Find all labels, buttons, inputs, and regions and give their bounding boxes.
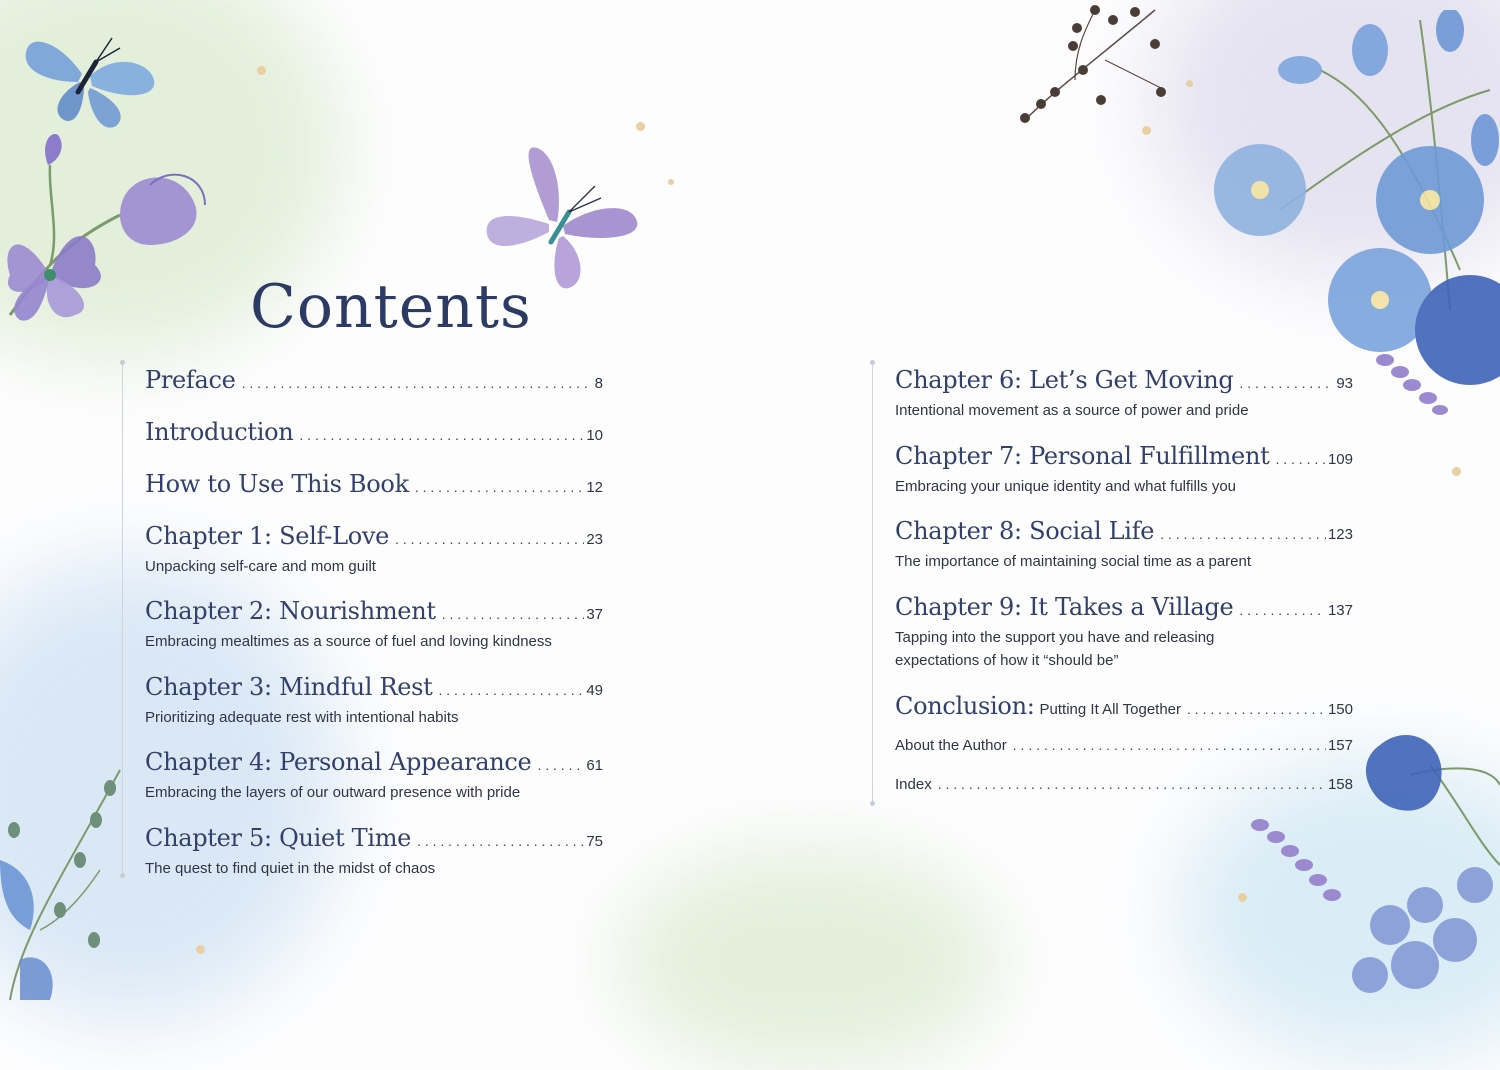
column-divider [122,362,123,876]
dot-leader [395,531,584,547]
butterfly-icon [20,22,160,132]
toc-page-number: 137 [1327,602,1353,619]
gold-dot [257,66,266,75]
gold-dot [636,122,645,131]
berry-branch-icon [0,760,140,1000]
dot-leader [1239,375,1334,391]
toc-entry-index[interactable] [895,776,1353,793]
toc-entry-title: How to Use This Book [145,470,409,498]
gold-dot [196,945,205,954]
berry-branch-icon [1015,0,1185,130]
dot-leader [442,606,585,622]
toc-entry-chapter-5[interactable] [145,824,603,880]
flower-icon [0,125,215,325]
page-title: Contents [250,272,532,342]
flower-icon [1240,725,1500,1000]
toc-entry-title: Introduction [145,418,294,446]
toc-page-number: 61 [586,757,603,774]
toc-entry-about-author[interactable] [895,737,1353,754]
toc-entry-title: Chapter 3: Mindful Rest [145,673,433,701]
dot-leader [1160,526,1326,542]
toc-page-number: 10 [586,427,603,444]
toc-entry-chapter-8[interactable] [895,517,1353,573]
toc-page-number: 12 [586,479,603,496]
watercolor-wash-green-bottom [620,850,1000,1070]
toc-entry-title: Chapter 7: Personal Fulfillment [895,442,1270,470]
toc-entry-chapter-4[interactable] [145,748,603,804]
toc-entry-chapter-6[interactable] [895,366,1353,422]
toc-entry-title: Chapter 6: Let’s Get Moving [895,366,1234,394]
dot-leader [415,479,584,495]
toc-entry-subtitle: Embracing mealtimes as a source of fuel and loving kindness [145,633,552,650]
toc-entry-title: Conclusion: [895,692,1035,720]
toc-page-number: 93 [1336,375,1353,392]
dot-leader [537,757,584,773]
flower-icon [1200,10,1500,510]
dot-leader [438,682,584,698]
toc-page-number: 75 [586,833,603,850]
toc-entry-chapter-2[interactable] [145,597,603,653]
toc-entry-title: Chapter 2: Nourishment [145,597,436,625]
toc-entry-title: Chapter 9: It Takes a Village [895,593,1234,621]
toc-entry-subtitle: The quest to find quiet in the midst of chaos [145,860,436,877]
toc-entry-chapter-9[interactable] [895,593,1353,672]
toc-entry-conclusion[interactable] [895,692,1353,720]
toc-page-number: 150 [1327,701,1353,718]
dot-leader [1013,737,1326,753]
toc-entry-title: Chapter 5: Quiet Time [145,824,412,852]
toc-page-number: 37 [586,606,603,623]
toc-entry-subtitle: The importance of maintaining social time as a parent [895,553,1252,570]
toc-entry-title: Preface [145,366,236,394]
toc-entry-subtitle: Embracing the layers of our outward presence with pride [145,784,521,801]
toc-entry-chapter-1[interactable] [145,522,603,578]
toc-entry-subtitle: Prioritizing adequate rest with intentional habits [145,709,459,726]
toc-entry-preface[interactable] [145,366,603,394]
dot-leader [1239,602,1326,618]
toc-entry-title: Chapter 4: Personal Appearance [145,748,532,776]
toc-entry-inline-subtitle: Putting It All Together [1039,701,1182,718]
toc-entry-title: Index [895,776,932,793]
toc-entry-title: Chapter 1: Self-Love [145,522,390,550]
toc-page-number: 8 [594,375,603,392]
dot-leader [417,833,584,849]
toc-entry-title: Chapter 8: Social Life [895,517,1155,545]
toc-entry-title: About the Author [895,737,1007,754]
dot-leader [1187,701,1326,717]
toc-entry-subtitle: Unpacking self-care and mom guilt [145,558,376,575]
lavender-icon [1251,819,1341,901]
toc-entry-subtitle: Intentional movement as a source of power and pride [895,402,1249,419]
dot-leader [938,776,1326,792]
toc-entry-subtitle: Tapping into the support you have and releasing expectations of how it “should be” [895,629,1215,669]
toc-page-number: 123 [1327,526,1353,543]
toc-page-number: 109 [1327,451,1353,468]
toc-entry-chapter-7[interactable] [895,442,1353,498]
toc-page-number: 157 [1327,737,1353,754]
toc-entry-subtitle: Embracing your unique identity and what fulfills you [895,478,1237,495]
toc-entry-introduction[interactable] [145,418,603,446]
butterfly-icon [483,142,643,290]
toc-page-number: 158 [1327,776,1353,793]
gold-dot [668,179,674,185]
dot-leader [299,427,584,443]
gold-dot [1186,80,1193,87]
toc-entry-how-to-use[interactable] [145,470,603,498]
dot-leader [242,375,593,391]
column-divider [872,362,873,804]
toc-entry-chapter-3[interactable] [145,673,603,729]
dot-leader [1275,451,1326,467]
toc-page-number: 49 [586,682,603,699]
toc-page-number: 23 [586,531,603,548]
